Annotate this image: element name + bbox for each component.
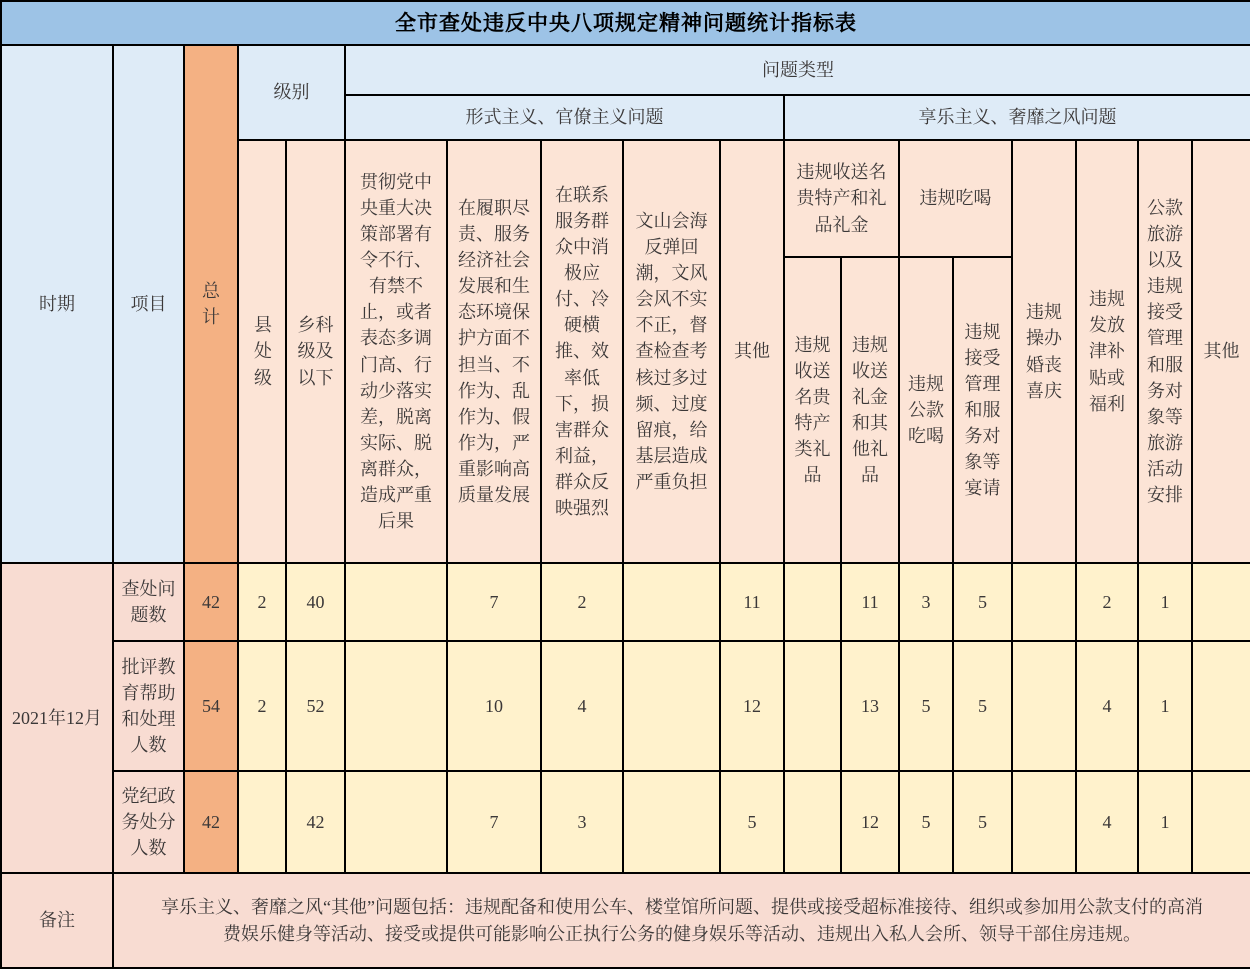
travel-col-header: 公款旅游以及违规接受管理和服务对象等旅游活动安排 (1138, 140, 1192, 563)
data-cell: 11 (720, 563, 784, 641)
row-total: 42 (184, 771, 238, 873)
item-header: 项目 (113, 45, 184, 563)
data-cell: 4 (1076, 641, 1138, 771)
data-cell: 42 (286, 771, 345, 873)
data-cell: 7 (447, 771, 541, 873)
formalism-col-2-header: 在履职尽责、服务经济社会发展和生态环境保护方面不担当、不作为、乱作为、假作为，严重影响高质量发展 (447, 140, 541, 563)
data-cell: 40 (286, 563, 345, 641)
row-label: 党纪政务处分人数 (113, 771, 184, 873)
data-cell (345, 641, 447, 771)
data-cell: 12 (841, 771, 899, 873)
level-col-county-header: 县处级 (238, 140, 286, 563)
period-value-cell: 2021年12月 (1, 563, 113, 873)
row-label: 批评教育帮助和处理人数 (113, 641, 184, 771)
data-cell: 7 (447, 563, 541, 641)
data-cell (1012, 641, 1076, 771)
data-cell: 2 (238, 563, 286, 641)
data-cell: 5 (953, 563, 1012, 641)
data-cell: 13 (841, 641, 899, 771)
problem-type-header: 问题类型 (345, 45, 1250, 95)
total-header: 总计 (184, 45, 238, 563)
data-cell (345, 771, 447, 873)
dining-col-banquet-header: 违规接受管理和服务对象等宴请 (953, 257, 1012, 563)
data-cell: 1 (1138, 563, 1192, 641)
period-header: 时期 (1, 45, 113, 563)
data-cell: 4 (1076, 771, 1138, 873)
formalism-col-4-header: 文山会海反弹回潮，文风会风不实不正，督查检查考核过多过频、过度留痕，给基层造成严重负担 (623, 140, 720, 563)
data-cell: 4 (541, 641, 623, 771)
allowance-col-header: 违规发放津补贴或福利 (1076, 140, 1138, 563)
data-cell (1012, 771, 1076, 873)
data-cell (345, 563, 447, 641)
data-cell (623, 641, 720, 771)
data-cell: 1 (1138, 641, 1192, 771)
data-cell (1192, 771, 1250, 873)
data-cell (623, 563, 720, 641)
level-col-township-header: 乡科级及以下 (286, 140, 345, 563)
data-cell (1012, 563, 1076, 641)
data-cell: 11 (841, 563, 899, 641)
data-cell (784, 641, 841, 771)
data-cell (784, 771, 841, 873)
data-cell: 10 (447, 641, 541, 771)
dining-group-header: 违规吃喝 (899, 140, 1012, 257)
formalism-col-1-header: 贯彻党中央重大决策部署有令不行、有禁不止，或者表态多调门高、行动少落实差，脱离实际、脱离群众，造成严重后果 (345, 140, 447, 563)
data-cell: 2 (1076, 563, 1138, 641)
data-cell (623, 771, 720, 873)
data-cell: 1 (1138, 771, 1192, 873)
level-header: 级别 (238, 45, 345, 140)
data-cell: 5 (720, 771, 784, 873)
gift-col-specialty-header: 违规收送名贵特产类礼品 (784, 257, 841, 563)
data-cell: 5 (899, 641, 953, 771)
table-title: 全市查处违反中央八项规定精神问题统计指标表 (1, 1, 1250, 45)
dining-col-public-funds-header: 违规公款吃喝 (899, 257, 953, 563)
other-col-header: 其他 (1192, 140, 1250, 563)
hedonism-group-header: 享乐主义、奢靡之风问题 (784, 95, 1250, 140)
formalism-col-other-header: 其他 (720, 140, 784, 563)
data-cell: 3 (899, 563, 953, 641)
row-total: 42 (184, 563, 238, 641)
row-total: 54 (184, 641, 238, 771)
remark-text: 享乐主义、奢靡之风“其他”问题包括：违规配备和使用公车、楼堂馆所问题、提供或接受超标准接待、组织或参加用公款支付的高消费娱乐健身等活动、接受或提供可能影响公正执行公务的健身娱乐等活动、违规出入私人会所、领导干部住房违规。 (113, 873, 1250, 968)
data-cell (784, 563, 841, 641)
data-cell (1192, 641, 1250, 771)
formalism-group-header: 形式主义、官僚主义问题 (345, 95, 784, 140)
row-label: 查处问题数 (113, 563, 184, 641)
data-cell: 12 (720, 641, 784, 771)
formalism-col-3-header: 在联系服务群众中消极应付、冷硬横推、效率低下，损害群众利益，群众反映强烈 (541, 140, 623, 563)
data-cell (1192, 563, 1250, 641)
remark-label: 备注 (1, 873, 113, 968)
data-cell: 2 (541, 563, 623, 641)
data-cell: 52 (286, 641, 345, 771)
data-cell: 5 (953, 771, 1012, 873)
data-cell: 3 (541, 771, 623, 873)
data-cell (238, 771, 286, 873)
gift-col-cash-header: 违规收送礼金和其他礼品 (841, 257, 899, 563)
data-cell: 5 (953, 641, 1012, 771)
gift-group-header: 违规收送名贵特产和礼品礼金 (784, 140, 899, 257)
wedding-col-header: 违规操办婚丧喜庆 (1012, 140, 1076, 563)
data-cell: 5 (899, 771, 953, 873)
data-cell: 2 (238, 641, 286, 771)
